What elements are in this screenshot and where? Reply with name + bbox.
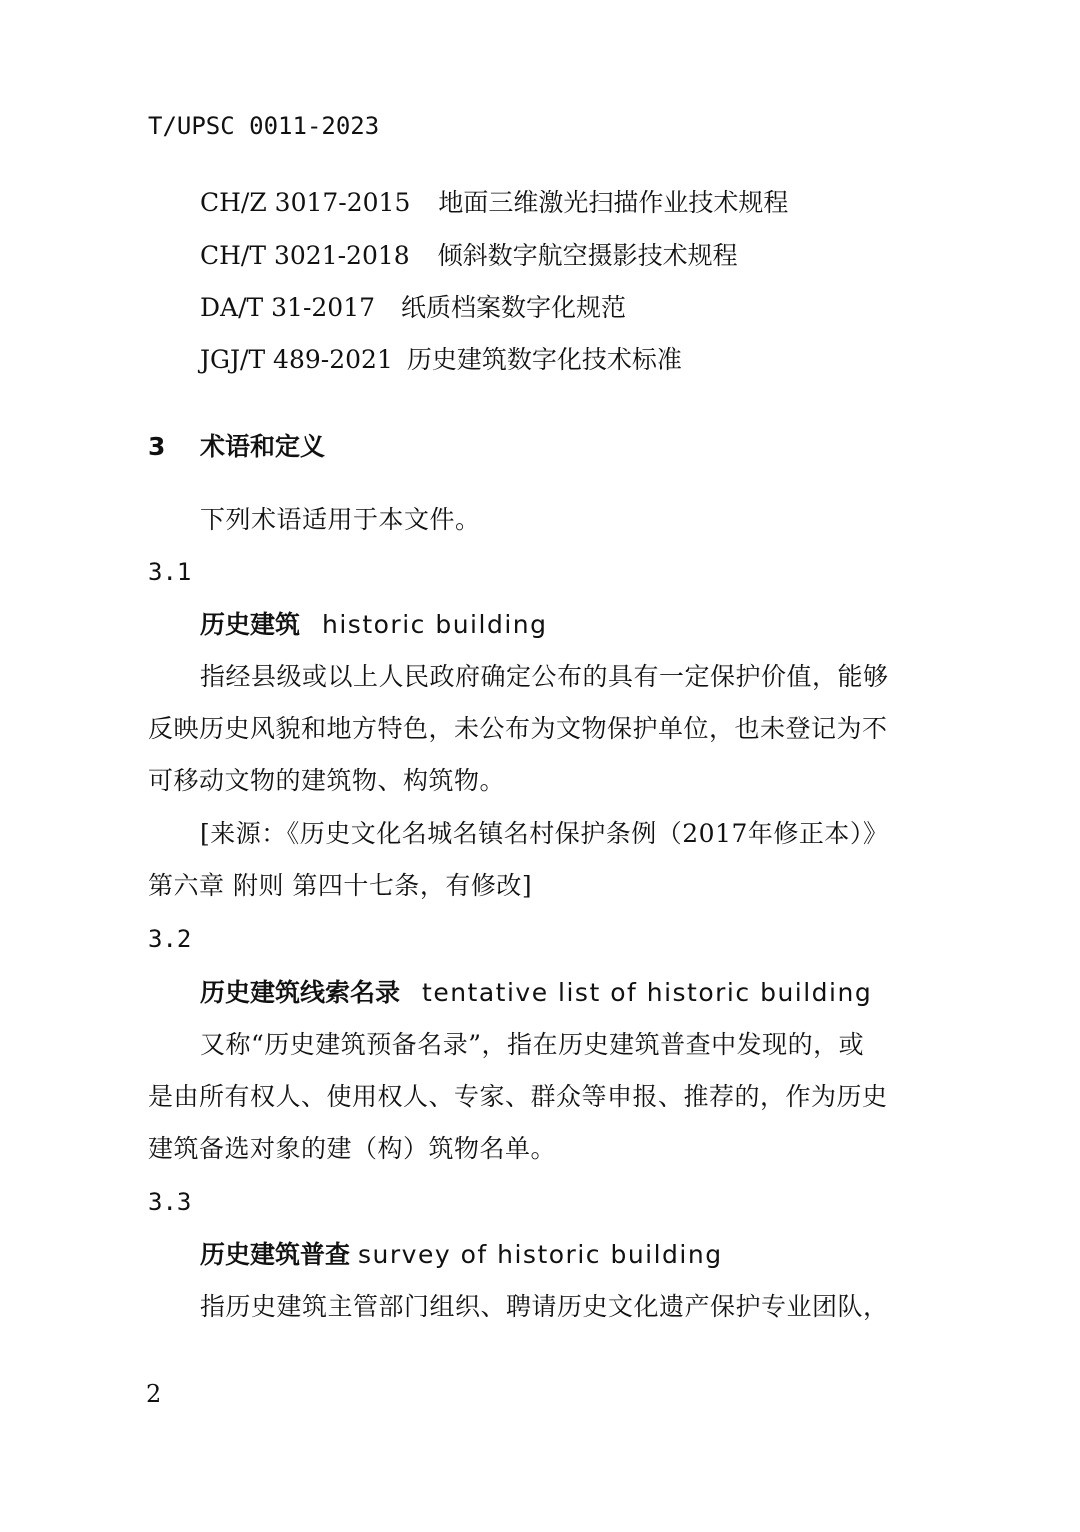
reference-title: 纸质档案数字化规范: [401, 293, 627, 322]
reference-title: 地面三维激光扫描作业技术规程: [438, 188, 789, 217]
section-intro: 下列术语适用于本文件。: [200, 505, 481, 534]
definition-line: 指历史建筑主管部门组织、聘请历史文化遗产保护专业团队，: [200, 1292, 889, 1321]
page-number: 2: [146, 1380, 162, 1408]
reference-title: 历史建筑数字化技术标准: [406, 345, 682, 374]
reference-code: CH/Z 3017-2015: [200, 188, 411, 217]
term-number: 3.1: [148, 558, 192, 586]
term-heading: [200, 980, 872, 1005]
section-title: 术语和定义: [200, 432, 326, 461]
term-heading: [200, 612, 547, 637]
definition-line: 是由所有权人、使用权人、专家、群众等申报、推荐的，作为历史: [148, 1082, 888, 1111]
term-zh: 历史建筑: [200, 610, 301, 639]
reference-item: [200, 347, 682, 372]
section-number: 3: [148, 432, 166, 461]
standard-code: T/UPSC 0011-2023: [148, 112, 380, 140]
source-note: 第六章 附则 第四十七条，有修改]: [148, 871, 533, 900]
term-number: 3.3: [148, 1188, 192, 1216]
definition-line: 反映历史风貌和地方特色，未公布为文物保护单位，也未登记为不: [148, 714, 888, 743]
reference-item: [200, 295, 626, 320]
term-heading: [200, 1242, 723, 1267]
source-note: [来源：《历史文化名城名镇名村保护条例（2017年修正本）》: [200, 819, 889, 848]
definition-line: 又称“历史建筑预备名录”，指在历史建筑普查中发现的，或: [200, 1030, 865, 1059]
reference-code: DA/T 31-2017: [200, 293, 376, 322]
term-en: survey of historic building: [358, 1240, 723, 1269]
section-heading: [148, 434, 325, 459]
definition-line: 建筑备选对象的建（构）筑物名单。: [148, 1134, 557, 1163]
reference-code: CH/T 3021-2018: [200, 241, 410, 270]
term-number: 3.2: [148, 925, 192, 953]
reference-code: JGJ/T 489-2021: [200, 345, 393, 374]
term-en: historic building: [322, 610, 548, 639]
term-zh: 历史建筑普查: [200, 1240, 351, 1269]
definition-line: 可移动文物的建筑物、构筑物。: [148, 766, 506, 795]
term-zh: 历史建筑线索名录: [200, 978, 401, 1007]
term-en: tentative list of historic building: [422, 978, 873, 1007]
reference-item: [200, 243, 738, 268]
definition-line: 指经县级或以上人民政府确定公布的具有一定保护价值，能够: [200, 662, 889, 691]
reference-item: [200, 190, 788, 215]
reference-title: 倾斜数字航空摄影技术规程: [437, 241, 738, 270]
